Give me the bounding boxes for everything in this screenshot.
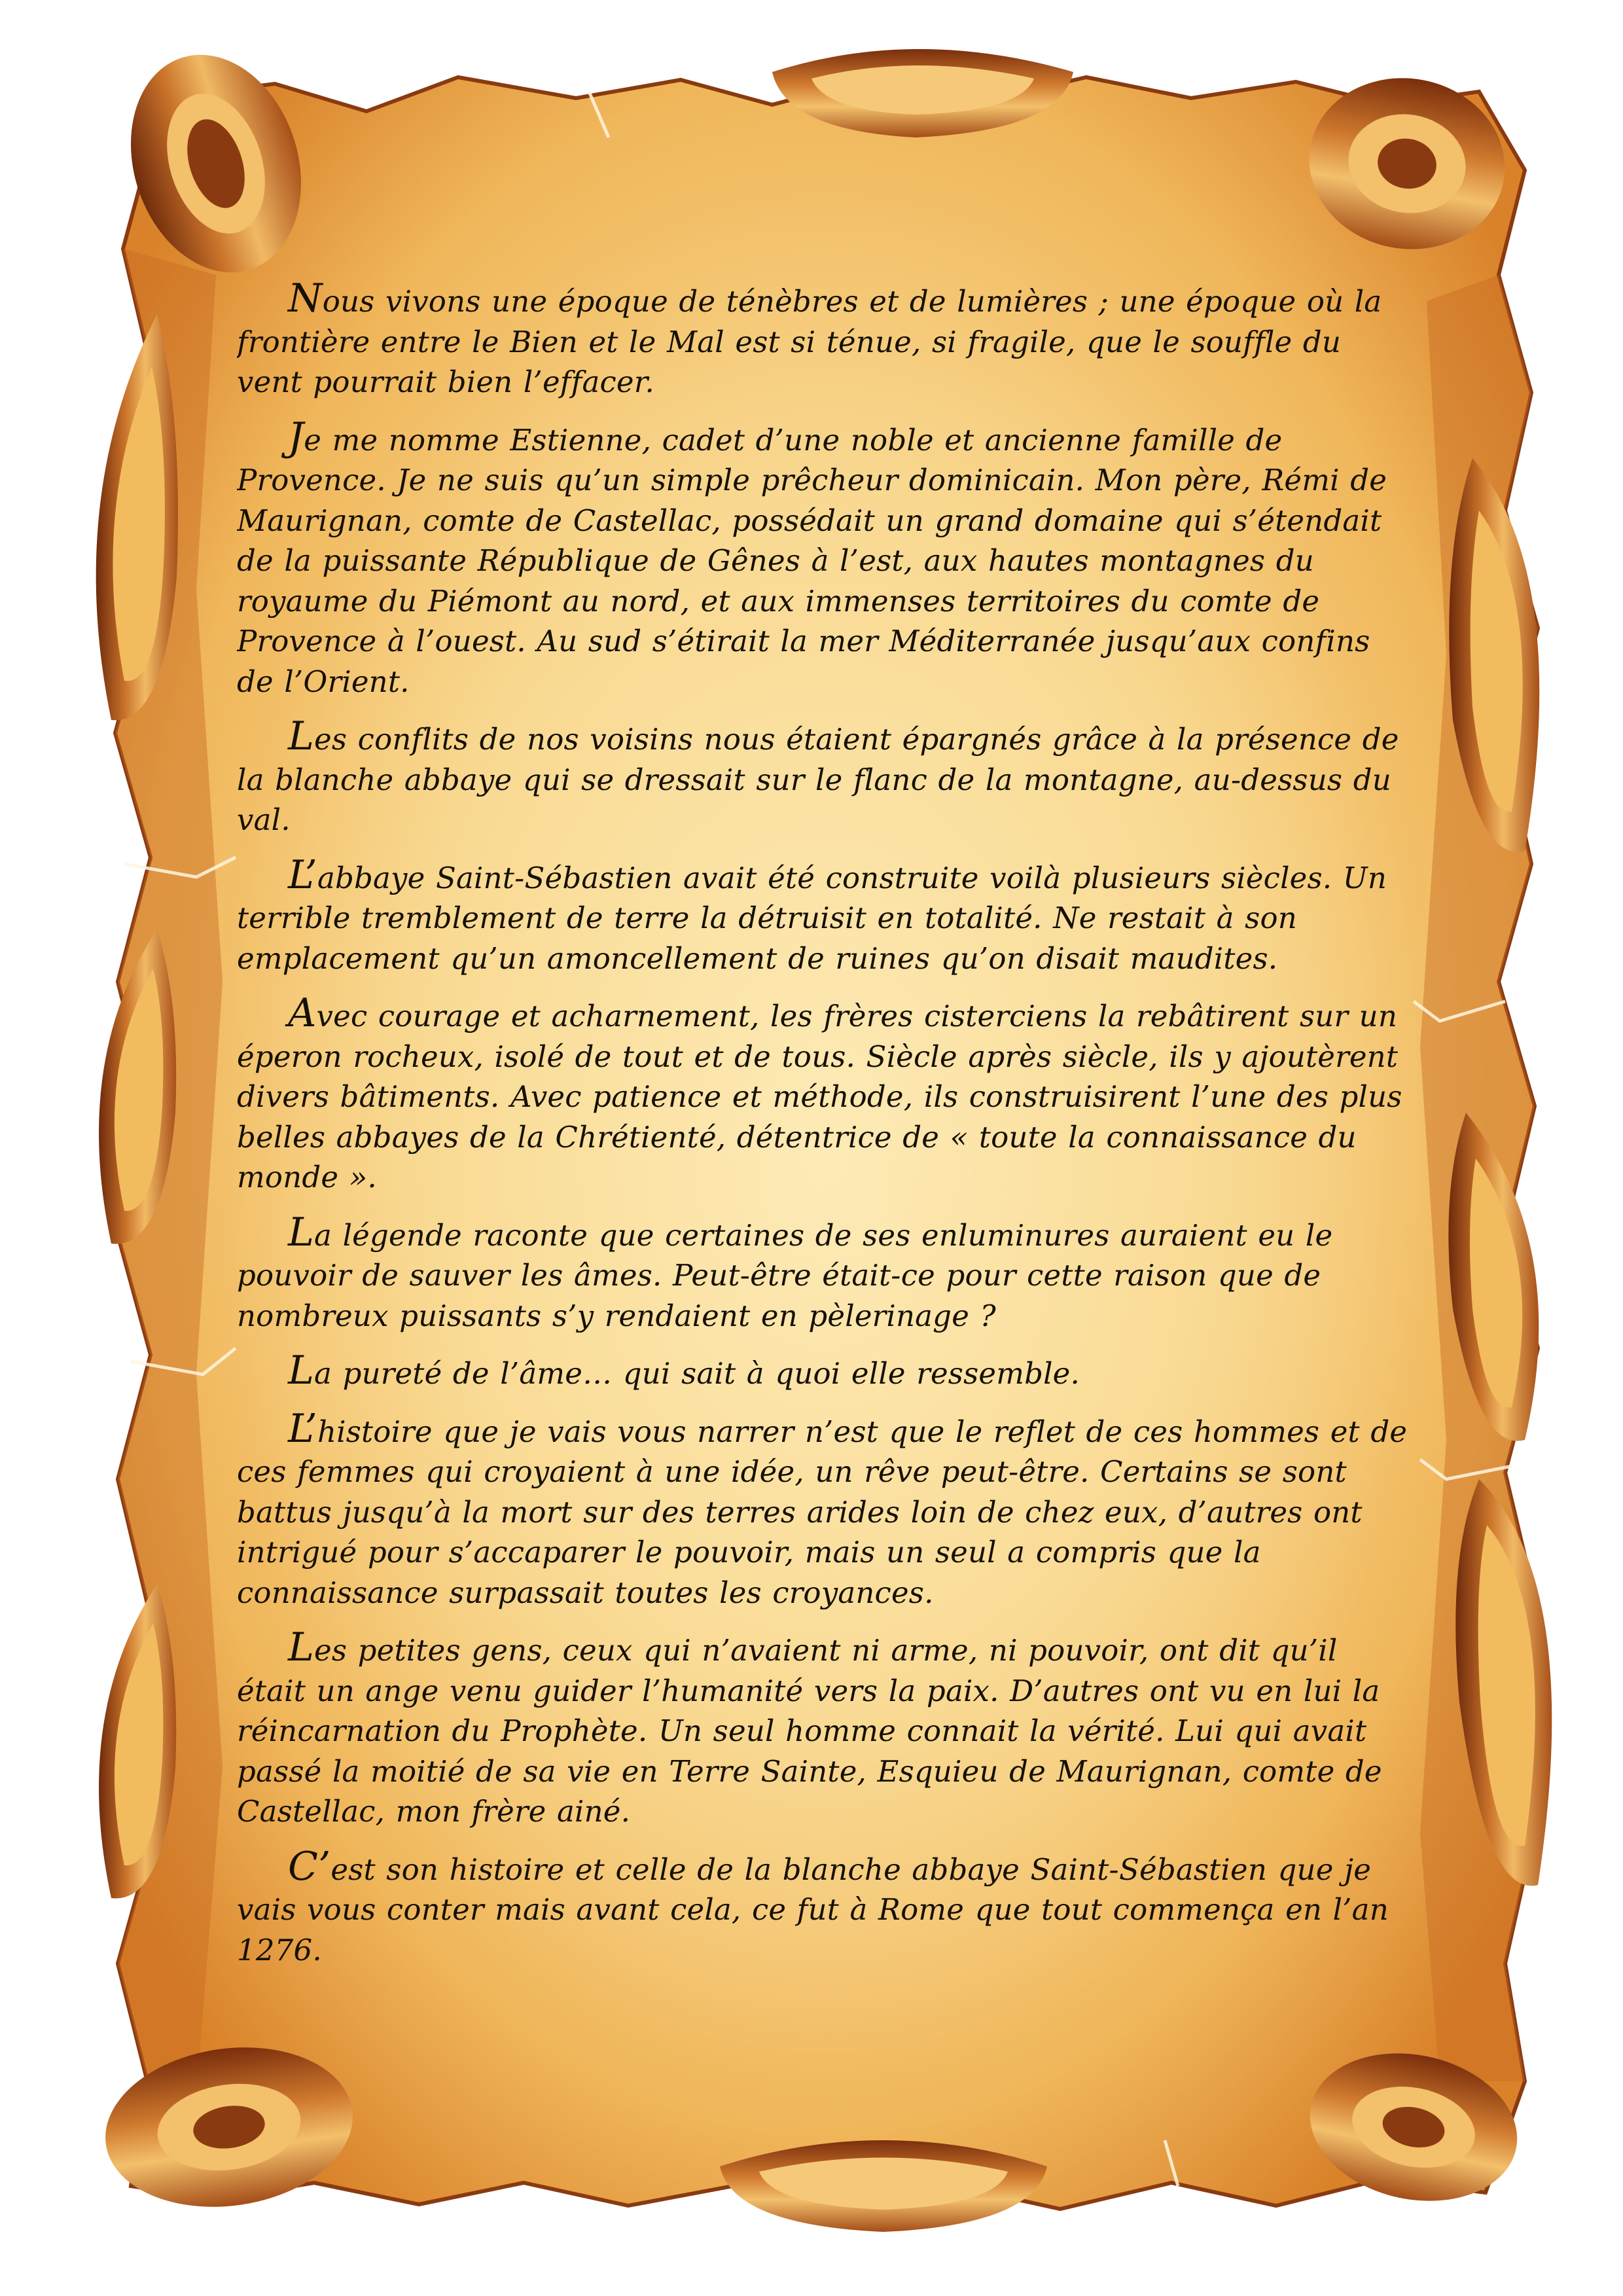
paragraph-10: C’est son histoire et celle de la blanche abbaye Saint-Sébastien que je vais vous conter mais avant cela, ce fut à Rome que tout commença en l’an 1276.: [237, 1843, 1389, 1967]
paragraph-6: La légende raconte que certaines de ses enluminures auraient eu le pouvoir de sauver les âmes. Peut-être était-ce pour cette raison que de nombreux puissants s’y rendaient en pèlerinage ?: [237, 1209, 1333, 1333]
paragraph-1: Nous vivons une époque de ténèbres et de lumières ; une époque où la frontière entre le Bien et le Mal est si ténue, si fragile, que le souffle du vent pourrait bien l’effacer.: [237, 279, 1382, 399]
paragraph-2: Je me nomme Estienne, cadet d’une noble et ancienne famille de Provence. Je ne suis qu’un simple prêcheur dominicain. Mon père, Rémi de Maurignan, comte de Castellac, possédait un grand domaine qui s’étendait de la puissante République de Gênes à l’est, aux hautes montagnes du royaume du Piémont au nord, et aux immenses territoires du comte de Provence à l’ouest. Au sud s’étirait la mer Méditerranée jusqu’aux confins de l’Orient.: [237, 414, 1387, 699]
paragraph-7: La pureté de l’âme… qui sait à quoi elle ressemble.: [288, 1348, 1080, 1393]
paragraph-8: L’histoire que je vais vous narrer n’est que le reflet de ces hommes et de ces femmes qui croyaient à une idée, un rêve peut-être. Certains se sont battus jusqu’à la mort sur des terres arides loin de chez eux, d’autres ont intrigué pour s’accaparer le pouvoir, mais un seul a compris que la connaissance surpassait toutes les croyances.: [237, 1405, 1408, 1610]
paragraph-5: Avec courage et acharnement, les frères cisterciens la rebâtirent sur un éperon rocheux, isolé de tout et de tous. Siècle après siècle, ils y ajoutèrent divers bâtiments. Avec patience et méthode, ils construisirent l’une des plus belles abbayes de la Chrétienté, détentrice de « toute la connaissance du monde ».: [237, 990, 1402, 1194]
paragraph-3: Les conflits de nos voisins nous étaient épargnés grâce à la présence de la blanche abbaye qui se dressait sur le flanc de la montagne, au-dessus du val.: [237, 713, 1399, 837]
narrative-text: [237, 279, 1415, 2085]
scroll-curl-bottom-centre: [720, 2140, 1047, 2232]
paragraph-4: L’abbaye Saint-Sébastien avait été construite voilà plusieurs siècles. Un terrible tremblement de terre la détruisit en totalité. Ne restait à son emplacement qu’un amoncellement de ruines qu’on disait maudites.: [237, 852, 1387, 976]
paragraph-9: Les petites gens, ceux qui n’avaient ni arme, ni pouvoir, ont dit qu’il était un ange venu guider l’humanité vers la paix. D’autres ont vu en lui la réincarnation du Prophète. Un seul homme connait la vérité. Lui qui avait passé la moitié de sa vie en Terre Sainte, Esquieu de Maurignan, comte de Castellac, mon frère ainé.: [237, 1624, 1382, 1829]
